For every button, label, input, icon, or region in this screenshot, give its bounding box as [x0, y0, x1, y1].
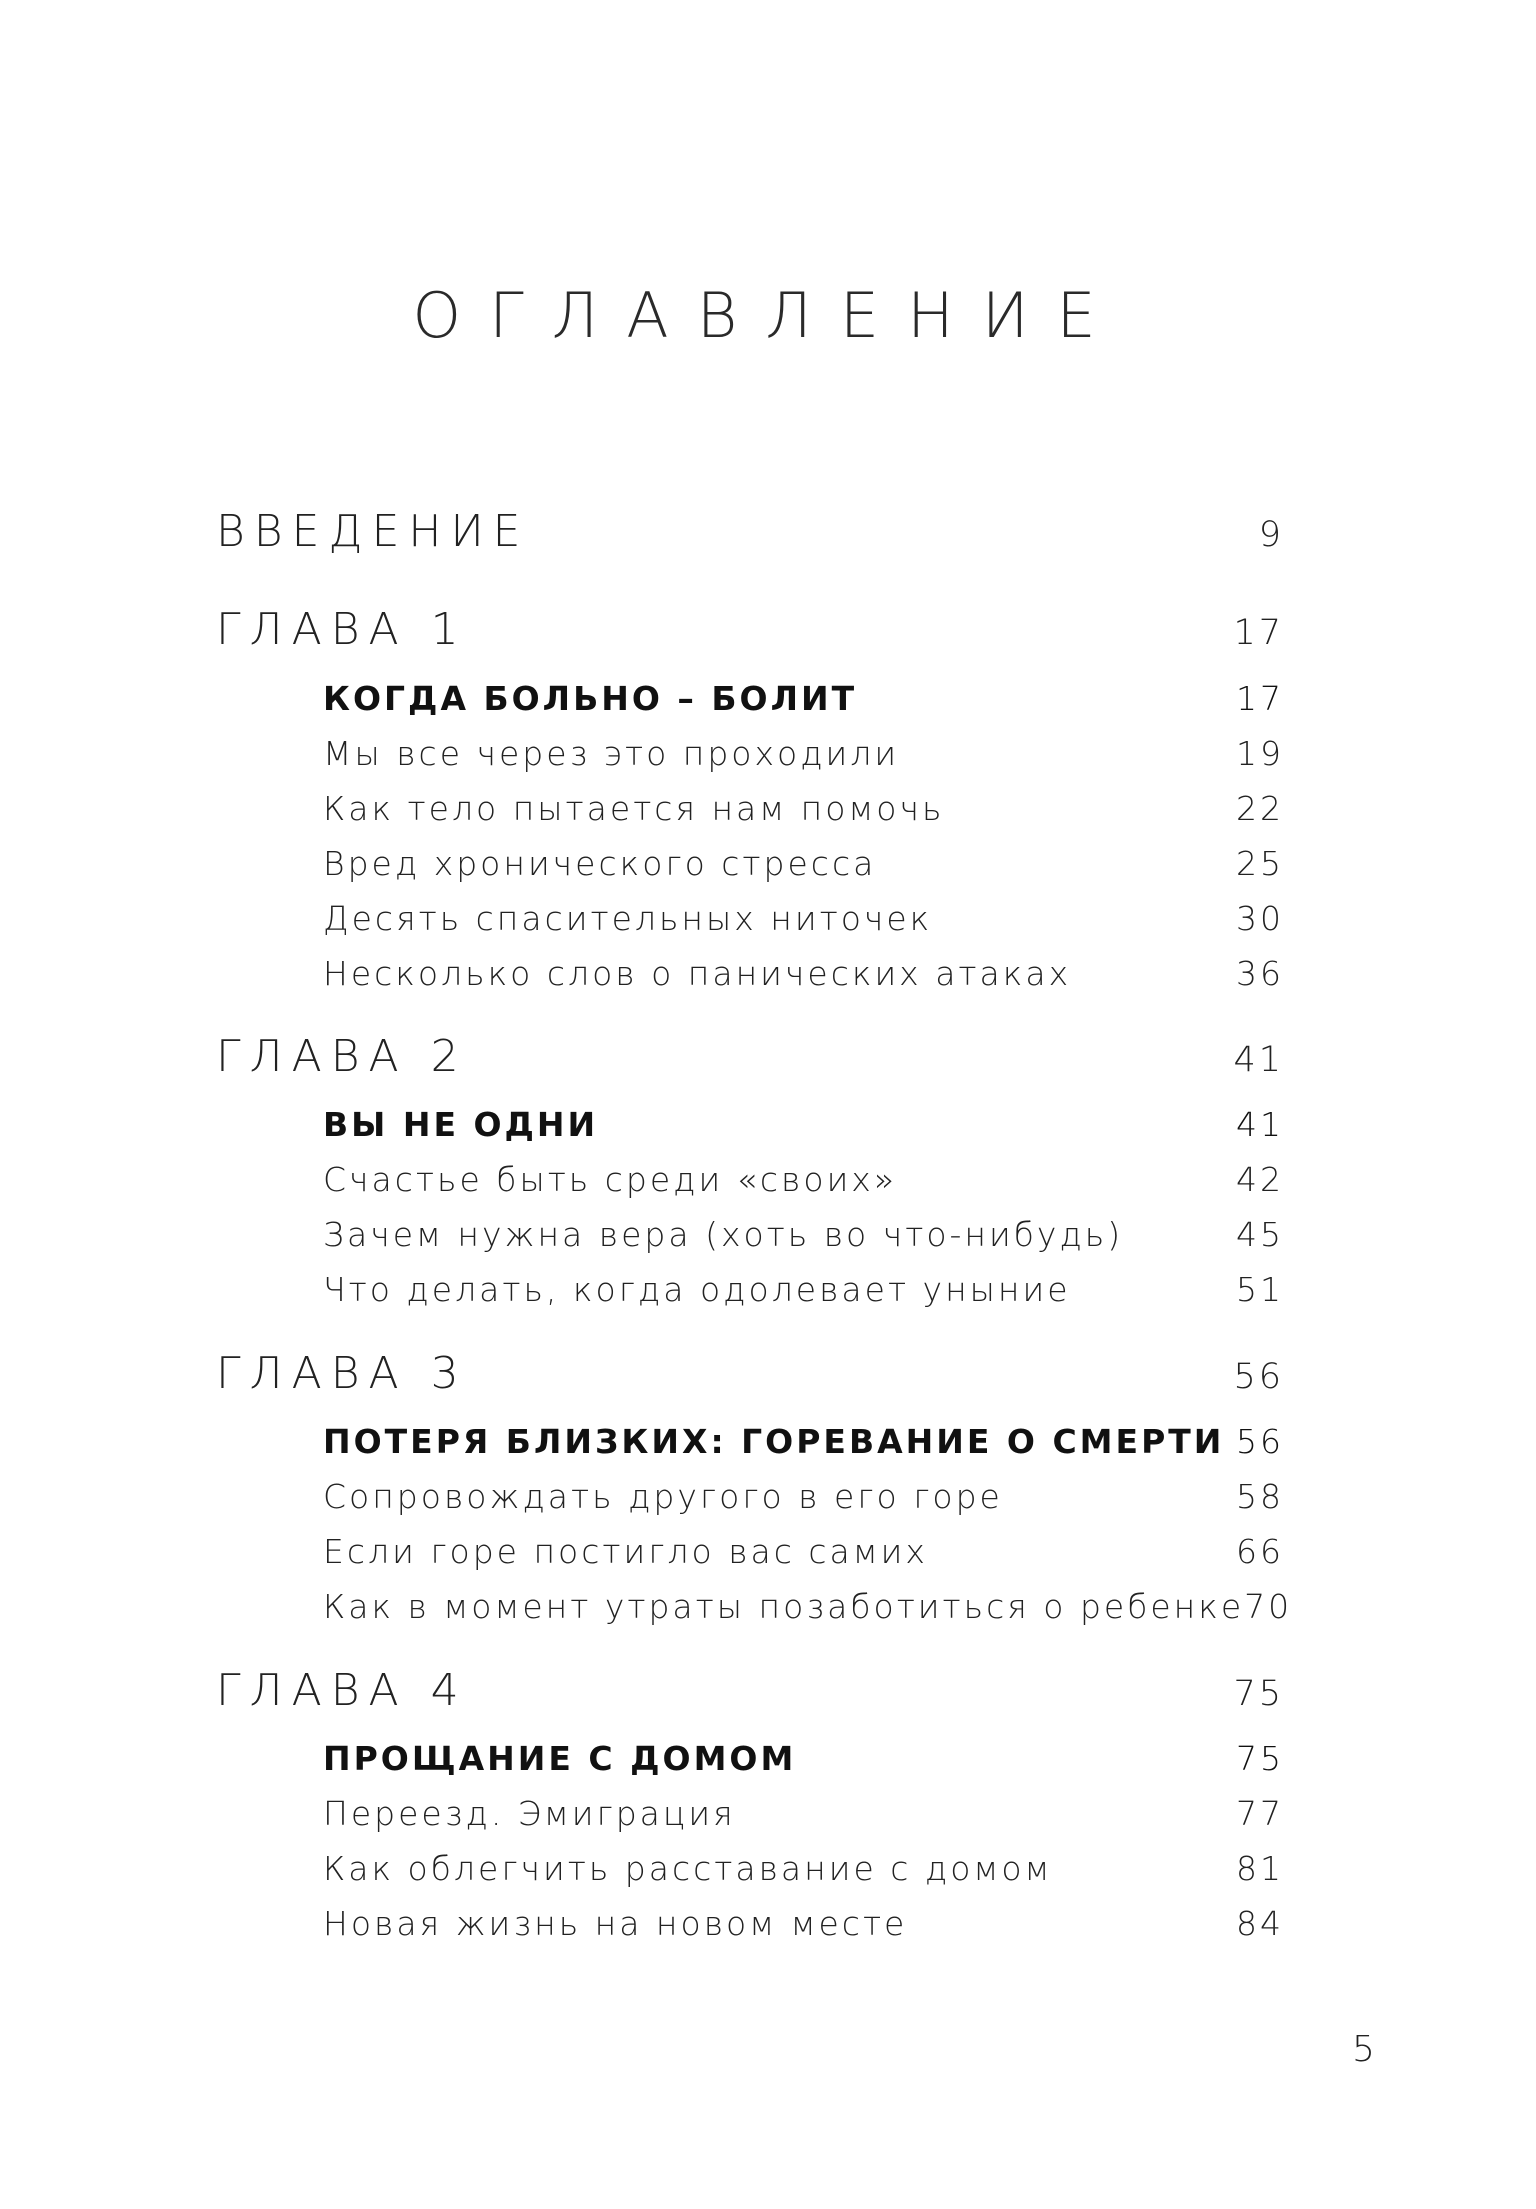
toc-item-page: 36: [1236, 954, 1284, 993]
toc-item-label: Мы все через это проходили: [323, 734, 900, 773]
toc-chapter-label: ГЛАВА 1: [216, 604, 468, 655]
toc-item-page: 22: [1236, 789, 1284, 828]
toc-item-label: Как облегчить расставание с домом: [323, 1849, 1053, 1888]
toc-item-label: Несколько слов о панических атаках: [323, 954, 1072, 993]
toc-section-page: 75: [1236, 1739, 1284, 1778]
toc-item-label: Как в момент утраты позаботиться о ребенке: [323, 1587, 1245, 1626]
toc-item-page: 42: [1236, 1160, 1284, 1199]
toc-item[interactable]: [323, 1215, 1284, 1254]
toc-item[interactable]: [323, 1849, 1284, 1888]
toc-section-label: КОГДА БОЛЬНО – БОЛИТ: [323, 679, 858, 718]
toc-item-label: Новая жизнь на новом месте: [323, 1904, 908, 1943]
toc-item-label: Что делать, когда одолевает уныние: [323, 1270, 1071, 1309]
toc-item[interactable]: [323, 1160, 1284, 1199]
page-title: ОГЛАВЛЕНИЕ: [412, 279, 1124, 352]
toc-intro-label: ВВЕДЕНИЕ: [216, 506, 530, 557]
toc-section-page: 56: [1236, 1422, 1284, 1461]
toc-section-2[interactable]: [323, 1105, 1284, 1144]
toc-chapter-page: 17: [1233, 613, 1284, 653]
toc-chapter-2[interactable]: [216, 1031, 1284, 1082]
toc-item-page: 84: [1236, 1904, 1284, 1943]
toc-item-label: Переезд. Эмиграция: [323, 1794, 736, 1833]
toc-item[interactable]: [323, 734, 1284, 773]
toc-chapter-page: 56: [1233, 1357, 1284, 1397]
toc-section-label: ПРОЩАНИЕ С ДОМОМ: [323, 1739, 797, 1778]
toc-item-page: 58: [1236, 1477, 1284, 1516]
toc-section-label: ПОТЕРЯ БЛИЗКИХ: ГОРЕВАНИЕ О СМЕРТИ: [323, 1422, 1225, 1461]
toc-item-label: Как тело пытается нам помочь: [323, 789, 945, 828]
page-number: 5: [1352, 2029, 1375, 2070]
toc-intro-page: 9: [1258, 515, 1284, 555]
toc-chapter-label: ГЛАВА 2: [216, 1031, 468, 1082]
toc-item-page: 25: [1236, 844, 1284, 883]
toc-item-page: 66: [1236, 1532, 1284, 1571]
toc-item-page: 45: [1236, 1215, 1284, 1254]
toc-chapter-label: ГЛАВА 4: [216, 1665, 468, 1716]
toc-section-4[interactable]: [323, 1739, 1284, 1778]
toc-section-label: ВЫ НЕ ОДНИ: [323, 1105, 599, 1144]
toc-item[interactable]: [323, 789, 1284, 828]
toc-chapter-1[interactable]: [216, 604, 1284, 655]
toc-section-page: 41: [1236, 1105, 1284, 1144]
toc-chapter-page: 75: [1233, 1674, 1284, 1714]
toc-item-label: Счастье быть среди «своих»: [323, 1160, 898, 1199]
toc-item[interactable]: [323, 1477, 1284, 1516]
toc-item[interactable]: [323, 1794, 1284, 1833]
toc-section-page: 17: [1236, 679, 1284, 718]
toc-section-1[interactable]: [323, 679, 1284, 718]
toc-item-page: 81: [1236, 1849, 1284, 1888]
toc-intro[interactable]: [216, 506, 1284, 557]
toc-item-page: 70: [1244, 1587, 1293, 1626]
toc-item-page: 77: [1236, 1794, 1284, 1833]
toc-item[interactable]: [323, 1270, 1284, 1309]
toc-item[interactable]: [323, 1587, 1293, 1626]
toc-item-page: 51: [1236, 1270, 1284, 1309]
toc-item[interactable]: [323, 844, 1284, 883]
toc-item-label: Десять спасительных ниточек: [323, 899, 933, 938]
toc-item[interactable]: [323, 1532, 1284, 1571]
toc-section-3[interactable]: [323, 1422, 1284, 1461]
toc-item-page: 19: [1236, 734, 1284, 773]
toc-chapter-label: ГЛАВА 3: [216, 1348, 468, 1399]
toc-item[interactable]: [323, 954, 1284, 993]
toc-item-page: 30: [1236, 899, 1284, 938]
toc-item[interactable]: [323, 899, 1284, 938]
toc-item-label: Зачем нужна вера (хоть во что-нибудь): [323, 1215, 1124, 1254]
toc-item-label: Если горе постигло вас самих: [323, 1532, 928, 1571]
toc-chapter-page: 41: [1233, 1040, 1284, 1080]
toc-item-label: Сопровождать другого в его горе: [323, 1477, 1003, 1516]
toc-item[interactable]: [323, 1904, 1284, 1943]
toc-chapter-3[interactable]: [216, 1348, 1284, 1399]
toc-item-label: Вред хронического стресса: [323, 844, 877, 883]
toc-chapter-4[interactable]: [216, 1665, 1284, 1716]
